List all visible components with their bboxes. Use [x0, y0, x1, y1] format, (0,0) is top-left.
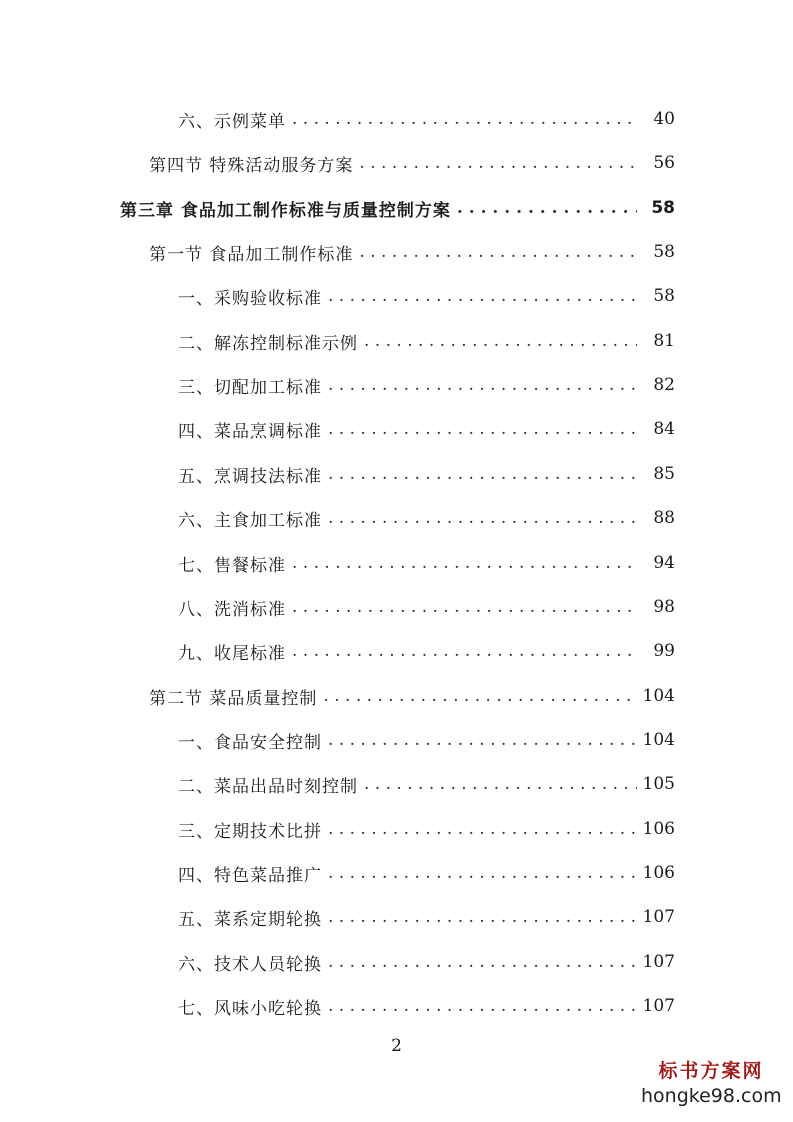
toc-entry[interactable] — [0, 947, 793, 977]
toc-entry-page: 40 — [653, 109, 675, 129]
toc-entry[interactable] — [0, 991, 793, 1021]
toc-leader-dots — [323, 686, 637, 706]
toc-entry-label: 五、烹调技法标准 — [178, 466, 322, 487]
toc-entry[interactable] — [0, 414, 793, 444]
toc-entry-label: 九、收尾标准 — [178, 643, 286, 664]
toc-entry-page: 81 — [653, 331, 675, 351]
toc-leader-dots — [328, 907, 637, 927]
toc-entry-label: 七、售餐标准 — [178, 555, 286, 576]
toc-leader-dots — [328, 863, 637, 883]
toc-entry-page: 85 — [653, 464, 675, 484]
toc-leader-dots — [364, 331, 637, 351]
toc-entry-page: 82 — [653, 375, 675, 395]
toc-entry[interactable] — [0, 769, 793, 799]
toc-entry[interactable] — [0, 459, 793, 489]
toc-leader-dots — [292, 641, 637, 661]
toc-entry-label: 五、菜系定期轮换 — [178, 909, 322, 930]
toc-entry-label: 八、洗消标准 — [178, 599, 286, 620]
toc-entry-page: 107 — [642, 952, 675, 972]
toc-entry[interactable] — [0, 237, 793, 267]
toc-entry[interactable] — [0, 725, 793, 755]
toc-leader-dots — [328, 419, 637, 439]
toc-leader-dots — [328, 996, 637, 1016]
toc-entry-label: 一、采购验收标准 — [178, 288, 322, 309]
toc-leader-dots — [364, 774, 637, 794]
toc-entry[interactable] — [0, 592, 793, 622]
watermark-title: 标书方案网 — [658, 1060, 764, 1082]
toc-entry-page: 104 — [642, 730, 675, 750]
toc-entry-label: 三、切配加工标准 — [178, 377, 322, 398]
toc-entry-page: 58 — [653, 242, 675, 262]
toc-entry-label: 第二节 菜品质量控制 — [149, 688, 318, 709]
toc-entry[interactable] — [0, 104, 793, 134]
toc-entry-label: 三、定期技术比拼 — [178, 821, 322, 842]
toc-entry[interactable] — [0, 370, 793, 400]
toc-entry-page: 106 — [642, 819, 675, 839]
toc-entry-page: 106 — [642, 863, 675, 883]
toc-entry-label: 四、特色菜品推广 — [178, 865, 322, 886]
page-number: 2 — [391, 1036, 402, 1056]
toc-entry-label: 六、技术人员轮换 — [178, 954, 322, 975]
toc-entry[interactable] — [0, 814, 793, 844]
toc-entry-page: 107 — [642, 996, 675, 1016]
toc-entry[interactable] — [0, 548, 793, 578]
toc-entry-page: 58 — [653, 286, 675, 306]
toc-entry-label: 第三章 食品加工制作标准与质量控制方案 — [120, 200, 451, 221]
toc-leader-dots — [359, 153, 637, 173]
toc-entry-label: 六、示例菜单 — [178, 111, 286, 132]
toc-entry-page: 107 — [642, 907, 675, 927]
toc-entry-page: 56 — [653, 153, 675, 173]
toc-leader-dots — [328, 952, 637, 972]
toc-entry[interactable] — [0, 902, 793, 932]
toc-leader-dots — [292, 553, 637, 573]
toc-entry-label: 第四节 特殊活动服务方案 — [149, 155, 354, 176]
toc-entry[interactable] — [0, 326, 793, 356]
toc-entry-page: 84 — [653, 419, 675, 439]
toc-entry-page: 88 — [653, 508, 675, 528]
toc-entry-label: 七、风味小吃轮换 — [178, 998, 322, 1019]
toc-entry[interactable] — [0, 858, 793, 888]
watermark-url: hongke98.com — [641, 1085, 782, 1107]
toc-entry-page: 58 — [651, 198, 675, 218]
toc-leader-dots — [328, 464, 637, 484]
toc-entry[interactable] — [0, 503, 793, 533]
toc-entry[interactable] — [0, 281, 793, 311]
toc-entry-page: 94 — [653, 553, 675, 573]
toc-leader-dots — [328, 375, 637, 395]
toc-entry[interactable] — [0, 681, 793, 711]
toc-entry[interactable] — [0, 636, 793, 666]
toc-entry[interactable] — [0, 148, 793, 178]
toc-entry-label: 一、食品安全控制 — [178, 732, 322, 753]
toc-leader-dots — [328, 508, 637, 528]
toc-leader-dots — [359, 242, 637, 262]
toc-entry-page: 98 — [653, 597, 675, 617]
toc-entry-label: 二、解冻控制标准示例 — [178, 333, 358, 354]
toc-leader-dots — [292, 109, 637, 129]
toc-leader-dots — [457, 198, 637, 218]
toc-entry-page: 105 — [642, 774, 675, 794]
toc-entry-page: 104 — [642, 686, 675, 706]
toc-entry-label: 二、菜品出品时刻控制 — [178, 776, 358, 797]
toc-leader-dots — [328, 819, 637, 839]
toc-leader-dots — [328, 286, 637, 306]
toc-entry-label: 第一节 食品加工制作标准 — [149, 244, 354, 265]
toc-leader-dots — [292, 597, 637, 617]
toc-entry-label: 四、菜品烹调标准 — [178, 421, 322, 442]
toc-entry-label: 六、主食加工标准 — [178, 510, 322, 531]
toc-leader-dots — [328, 730, 637, 750]
toc-entry-page: 99 — [653, 641, 675, 661]
watermark-logo — [641, 1058, 781, 1114]
toc-entry[interactable] — [0, 193, 793, 223]
